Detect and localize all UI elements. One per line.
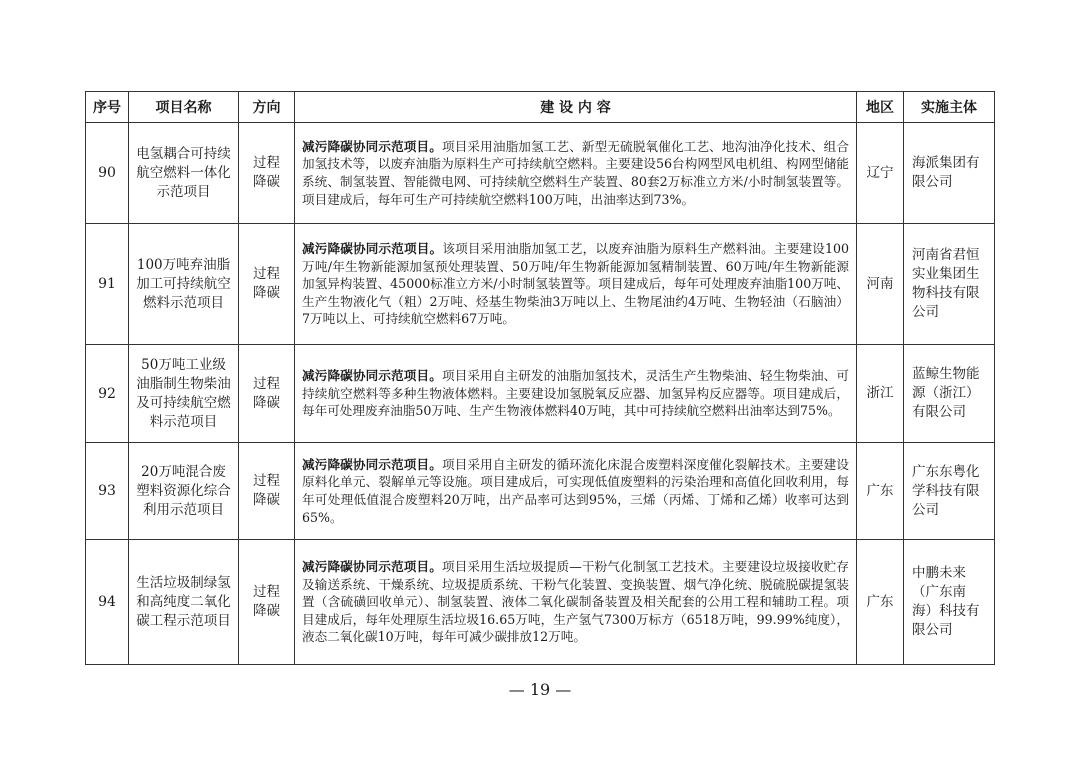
row-region: 广东 (857, 443, 904, 540)
header-content: 建 设 内 容 (295, 92, 857, 123)
row-content-tag: 减污降碳协同示范项目。 (302, 138, 442, 154)
row-org: 中鹏未来（广东南海）科技有限公司 (904, 540, 995, 665)
row-content-tag: 减污降碳协同示范项目。 (302, 368, 442, 384)
row-no: 93 (86, 443, 129, 540)
row-direction-text: 过程降碳 (253, 473, 280, 508)
row-name: 50万吨工业级油脂制生物柴油及可持续航空燃料示范项目 (129, 345, 239, 443)
row-content-text: 该项目采用油脂加氢工艺，以废弃油脂为原料生产燃料油。主要建设100万吨/年生物新能源加氢预处理装置、50万吨/年生物新能源加氢精制装置、60万吨/年生物新能源加氢异构装置、45000标准立方米/小时制氢装置等。项目建成后，每年可处理废弃油脂100万吨、生产生物液化气（粗）2万吨、烃基生物柴油3万吨以上、生物尾油约4万吨、生物轻油（石脑油）7万吨以上、可持续航空燃料67万吨。 (302, 241, 849, 327)
row-direction-text: 过程降碳 (253, 584, 280, 619)
row-direction-text: 过程降碳 (253, 155, 280, 190)
header-org: 实施主体 (904, 92, 995, 123)
row-no: 90 (86, 123, 129, 224)
table-row (86, 345, 995, 443)
row-region: 广东 (857, 540, 904, 665)
row-direction (239, 123, 295, 224)
row-content (295, 345, 857, 443)
row-content (295, 443, 857, 540)
table-row (86, 224, 995, 345)
table-row (86, 540, 995, 665)
table-row (86, 123, 995, 224)
row-region: 辽宁 (857, 123, 904, 224)
header-name: 项目名称 (129, 92, 239, 123)
row-direction (239, 443, 295, 540)
project-table (85, 91, 995, 665)
row-content-text: 项目采用生活垃圾提质—干粉气化制氢工艺技术。主要建设垃圾接收贮存及输送系统、干燥系统、垃圾提质系统、干粉气化装置、变换装置、烟气净化统、脱硫脱碳提氢装置（含硫磺回收单元）、制氢装置、液体二氧化碳制备装置及相关配套的公用工程和辅助工程。项目建成后，每年处理原生活垃圾16.65万吨，生产氢气7300万标方（6518万吨，99.99%纯度），液态二氧化碳10万吨，每年可减少碳排放12万吨。 (302, 559, 850, 645)
row-content (295, 224, 857, 345)
row-org: 广东东粤化学科技有限公司 (904, 443, 995, 540)
header-no: 序号 (86, 92, 129, 123)
row-name: 100万吨弃油脂加工可持续航空燃料示范项目 (129, 224, 239, 345)
row-name: 生活垃圾制绿氢和高纯度二氧化碳工程示范项目 (129, 540, 239, 665)
row-org: 海派集团有限公司 (904, 123, 995, 224)
row-content-text: 项目采用自主研发的油脂加氢技术，灵活生产生物柴油、轻生物柴油、可持续航空燃料等多种生物液体燃料。主要建设加氢脱氧反应器、加氢异构反应器等。项目建成后，每年可处理废弃油脂50万吨、生产生物液体燃料40万吨，其中可持续航空燃料出油率达到75%。 (302, 368, 850, 419)
row-content-text: 项目采用油脂加氢工艺、新型无硫脱氧催化工艺、地沟油净化技术、组合加氢技术等，以废弃油脂为原料生产可持续航空燃料。主要建设56台构网型风电机组、构网型储能系统、制氢装置、智能微电网、可持续航空燃料生产装置、80套2万标准立方米/小时制氢装置等。项目建成后，每年可生产可持续航空燃料100万吨，出油率达到73%。 (302, 138, 850, 207)
row-content-tag: 减污降碳协同示范项目。 (302, 456, 442, 472)
row-content-text: 项目采用自主研发的循环流化床混合废塑料深度催化裂解技术。主要建设原料化单元、裂解单元等设施。项目建成后，可实现低值废塑料的污染治理和高值化回收利用，每年可处理低值混合废塑料20万吨，出产品率可达到95%，三烯（丙烯、丁烯和乙烯）收率可达到65%。 (302, 456, 850, 525)
table-row (86, 443, 995, 540)
row-direction-text: 过程降碳 (253, 375, 280, 411)
row-content-tag: 减污降碳协同示范项目。 (302, 559, 442, 575)
header-direction: 方向 (239, 92, 295, 123)
row-content-tag: 减污降碳协同示范项目。 (302, 241, 443, 257)
row-no: 94 (86, 540, 129, 665)
row-org: 河南省君恒实业集团生物科技有限公司 (904, 224, 995, 345)
row-direction (239, 345, 295, 443)
row-name: 电氢耦合可持续航空燃料一体化示范项目 (129, 123, 239, 224)
page-number: — 19 — (508, 680, 572, 699)
row-content (295, 123, 857, 224)
row-no: 91 (86, 224, 129, 345)
row-direction (239, 224, 295, 345)
row-region: 浙江 (857, 345, 904, 443)
row-org: 蓝鲸生物能源（浙江）有限公司 (904, 345, 995, 443)
table-header-row (86, 92, 995, 123)
header-region: 地区 (857, 92, 904, 123)
row-direction (239, 540, 295, 665)
row-no: 92 (86, 345, 129, 443)
row-content (295, 540, 857, 665)
row-name: 20万吨混合废塑料资源化综合利用示范项目 (129, 443, 239, 540)
row-direction-text: 过程降碳 (253, 266, 280, 301)
row-region: 河南 (857, 224, 904, 345)
